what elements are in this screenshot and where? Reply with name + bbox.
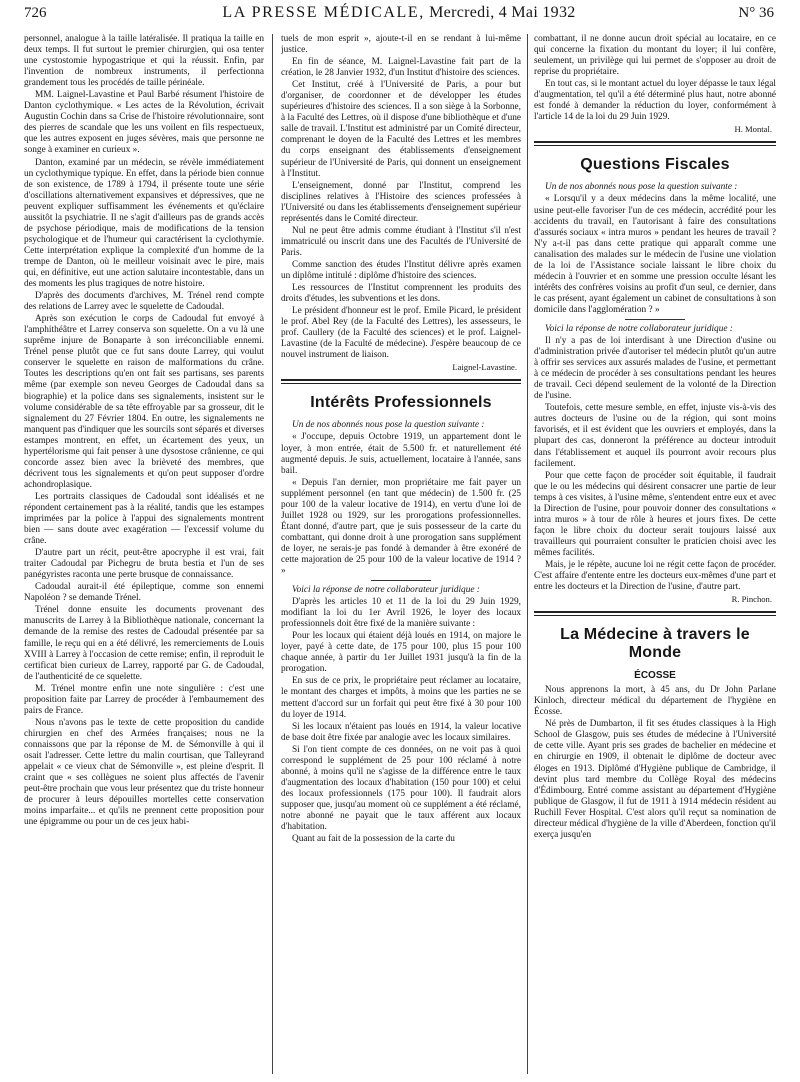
- paragraph: En fin de séance, M. Laignel-Lavastine fait part de la création, le 28 Janvier 1932, d'un Institut d'histoire des sciences.: [281, 57, 521, 79]
- paragraph: personnel, analogue à la taille latéralisée. Il pratiqua la taille en deux temps. Il fut surtout le premier chirurgien, qui osa tenter une cystostomie hypogastrique et qui la réussit. Enfin, par l'invention de nombreux instruments, il perfectionna grandement tous les procédés de taille périnéale.: [24, 34, 264, 89]
- journal-title-line: [24, 4, 774, 22]
- paragraph: D'autre part un récit, peut-être apocryphe il est vrai, fait traiter Cadoudal par Pichegru de bruta bestia et l'un de ses panégyristes raconta une perte brusque de connaissance.: [24, 548, 264, 581]
- paragraph: D'après les articles 10 et 11 de la loi du 29 Juin 1929, modifiant la loi du 1er Avril 1926, le loyer des locaux professionnels doit être fixé de la manière suivante :: [281, 597, 521, 630]
- section-rule: [534, 141, 776, 143]
- answer-intro: Voici la réponse de notre collaborateur juridique :: [292, 585, 480, 596]
- question-paragraph: « Depuis l'an dernier, mon propriétaire me fait payer un supplément personnel (en tant que médecin) de 1.500 fr. (25 pour 100 de la valeur locative de 1914), en vertu d'une loi de Juillet 1928 ou 1929, sur les prorogations professionnelles. Étant donné, d'autre part, que je suis possesseur de la carte du combattant, qui donne droit à une prorogation sans supplément de loyer, ne serais-je pas fondé à demander à être exonéré de cette majoration de 25 pour 100 de la valeur locative de 1914 ? »: [281, 477, 521, 577]
- paragraph: En sus de ce prix, le propriétaire peut réclamer au locataire, le montant des charges et impôts, à moins que les parties ne se mettent d'accord sur un forfait qui peut être fixé à 30 pour 100 du loyer de 1914.: [281, 676, 521, 720]
- column-rule-right: [527, 34, 528, 1074]
- paragraph: MM. Laignel-Lavastine et Paul Barbé résument l'histoire de Danton cyclothymique. « Les actes de la Révolution, écrivait Augustin Cochin dans sa Crise de l'histoire révolutionnaire, sont des pierres de scandale que les uns voilent en fils respectueux, que les autres exposent en juges sévères, mais que personne ne songe à examiner en curieux ».: [24, 90, 264, 156]
- section-rule: [534, 611, 776, 613]
- answer-intro: Voici la réponse de notre collaborateur juridique :: [545, 323, 733, 334]
- author-signature: Laignel-Lavastine.: [452, 362, 517, 373]
- paragraph: Nul ne peut être admis comme étudiant à l'Institut s'il n'est immatriculé ou inscrit dans une des Facultés de l'Université de Paris.: [281, 225, 521, 258]
- paragraph: L'enseignement, donné par l'Institut, comprend les disciplines relatives à l'Histoire des sciences professées à l'Université ou dans les établissements d'enseignement supérieur représentés dans le Comité directeur.: [281, 180, 521, 224]
- paragraph: Mais, je le répète, aucune loi ne régit cette façon de procéder. C'est affaire d'entente entre les docteurs eux-mêmes d'une part et entre les docteurs et la Direction de l'usine, d'autre part.: [534, 559, 776, 593]
- section-rule: [281, 379, 521, 381]
- paragraph: Trénel donne ensuite les documents provenant des manuscrits de Larrey à la Bibliothèque nationale, concernant la demande de la remise des restes de Cadoudal présentée par sa famille, le reçu qui en a été délivré, les remerciements de Louis XVIII à Larrey à l'occasion de cette remise; enfin, il reproduit le certificat bien curieux de Larrey, rapporté par G. de Cadoudal, de l'authenticité de ce squelette.: [24, 605, 264, 682]
- paragraph: Cadoudal aurait-il été épileptique, comme son ennemi Napoléon ? se demande Trénel.: [24, 582, 264, 604]
- paragraph: Cet Institut, créé à l'Université de Paris, a pour but d'organiser, de coordonner et de développer les études supérieures d'histoire des sciences. Il a son siège à la Sorbonne, à la Faculté des Lettres, où il dispose d'une bibliothèque et d'une salle de travail. L'Institut est administré par un Comité directeur, comprenant le doyen de la Faculté des Lettres et les membres du corps enseignant des établissements d'enseignement supérieur de l'Université de Paris, qui donnent un enseignement à l'Institut.: [281, 80, 521, 179]
- question-paragraph: « J'occupe, depuis Octobre 1919, un appartement dont le loyer, à mon entrée, était de 5.500 fr. et naturellement été augmenté depuis. Je suis, actuellement, locataire à l'année, sans bail.: [281, 432, 521, 476]
- column-3: [534, 34, 776, 1078]
- section-heading-medecine-monde: La Médecine à travers le Monde: [560, 626, 750, 662]
- issue-number: N° 36: [738, 5, 774, 21]
- paragraph: D'après des documents d'archives, M. Trénel rend compte des relations de Larrey avec le squelette de Cadoudal.: [24, 291, 264, 313]
- section-heading-interets-professionnels: Intérêts Professionnels: [310, 394, 492, 412]
- paragraph: combattant, il ne donne aucun droit spécial au locataire, en ce qui concerne la fixation du montant du loyer; il lui confère, seulement, un privilège qui lui permet de s'opposer au droit de reprise du propriétaire.: [534, 34, 776, 78]
- issue-date: Mercredi, 4 Mai 1932: [429, 4, 576, 21]
- page-header: [24, 2, 774, 26]
- question-intro: Un de nos abonnés nous pose la question suivante :: [545, 182, 738, 193]
- paragraph: Né près de Dumbarton, il fit ses études classiques à la High School de Glasgow, puis ses études de médecine à l'Université de cette ville. Ayant pris ses grades de bachelier en médecine et en chirurgie en 1909, il obtenait le diplôme de docteur avec éloges en 1913. Diplômé d'Hygiène publique de Cambridge, il devint plus tard membre du Collège Royal des médecins d'Édimbourg. Entré comme assistant au département d'Hygiène publique de Glasgow, il fut de 1911 à 1914 médecin résident au Ruchill Fever Hospital. C'est alors qu'il reçut sa nomination de directeur médical d'hygiène de la ville d'Aberdeen, fonction qu'il exerça jusqu'en: [534, 719, 776, 840]
- section-rule: [534, 615, 776, 616]
- paragraph: M. Trénel montre enfin une note singulière : c'est une proposition faite par Larrey de procéder à l'embaumement des pairs de France.: [24, 683, 264, 716]
- section-rule: [281, 383, 521, 384]
- paragraph: Pour que cette façon de procéder soit équitable, il faudrait que le ou les médecins qui désirent consacrer une partie de leur temps à ces visites, à l'usine même, s'entendent entre eux et avec la Direction de l'usine, pour pouvoir donner des consultations « intra muros » à tour de rôle à heures et jours fixes. De cette façon le libre choix du docteur serait toujours laissé aux travailleurs qui pourraient consulter le praticien choisi avec les mêmes facilités.: [534, 470, 776, 558]
- paragraph: Nous n'avons pas le texte de cette proposition du candide chirurgien en chef des Armées françaises; nous ne la connaissons que par la réponse de M. de Sémonville à qui il osait l'adresser. Cette lettre du malin courtisan, que Talleyrand appelait « ce vieux chat de Sémonville », est pleine d'esprit. Il craint que « ses collègues ne soient plus affectés de l'avenir peut-être prochain que vous leur présentez que du triste honneur de procurer à leurs dépouilles mortelles cette conservation moins imparfaite... et qu'ils ne prennent cette proposition pour une épigramme ou pour un de ces jeux habi-: [24, 717, 264, 828]
- paragraph: Les portraits classiques de Cadoudal sont idéalisés et ne répondent certainement pas à la réalité, tandis que les estampes imprimées par la police à l'appui des signalements montrent bien — sans doute avec exagération — l'excessif volume du crâne.: [24, 491, 264, 547]
- paragraph: Toutefois, cette mesure semble, en effet, injuste vis-à-vis des autres docteurs de l'usine ou de la région, qui sont moins favorisés, et il est évident que les ouvriers et employés, dans la plupart des cas, donneront la préférence au docteur introduit dans l'établissement et auquel ils pourront avoir recours plus facilement.: [534, 403, 776, 469]
- section-heading-questions-fiscales: Questions Fiscales: [580, 156, 730, 174]
- divider: [625, 319, 685, 320]
- paragraph: Si l'on tient compte de ces données, on ne voit pas à quoi correspond le supplément de 25 pour 100 réclamé à notre abonné, à moins qu'il ne s'agisse de la différence entre le taux d'augmentation des locaux d'habitation (150 pour 100) et celui des locaux professionnels (175 pour 100). Il faudrait alors supposer que, jusqu'au moment où ce supplément a été réclamé, notre abonné ne payait que le taux afférent aux locaux d'habitation.: [281, 744, 521, 833]
- column-rule-left: [272, 34, 273, 1074]
- paragraph: Pour les locaux qui étaient déjà loués en 1914, on majore le loyer, payé à cette date, de 175 pour 100, plus 15 pour 100 chaque année, à partir du 1er Juillet 1931 jusqu'à la fin de la prorogation.: [281, 631, 521, 675]
- paragraph: Les ressources de l'Institut comprennent les produits des droits d'études, les subventions et les dons.: [281, 283, 521, 305]
- author-signature: R. Pinchon.: [731, 594, 772, 605]
- subsection-heading-ecosse: ÉCOSSE: [634, 670, 676, 682]
- paragraph: Il n'y a pas de loi interdisant à une Direction d'usine ou d'administration privée d'autoriser tel médecin plutôt qu'un autre à offrir ses services aux assurés malades de l'usine, et permettant à ce médecin de procéder à ses consultations pendant les heures de travail. Ceci dépend seulement de la volonté de la Direction de l'usine.: [534, 336, 776, 402]
- paragraph: Nous apprenons la mort, à 45 ans, du Dr John Parlane Kinloch, directeur médical du département de l'hygiène en Écosse.: [534, 685, 776, 718]
- paragraph: Le président d'honneur est le prof. Emile Picard, le président le prof. Abel Rey (de la Faculté des Lettres), les assesseurs, le prof. Caullery (de la Faculté des sciences) et le prof. Laignel-Lavastine (de la Faculté de médecine). J'espère beaucoup de ce nouvel instrument de liaison.: [281, 306, 521, 361]
- paragraph: Danton, examiné par un médecin, se révèle immédiatement un cyclothymique typique. En effet, dans la période bien connue de son existence, de 1789 à 1794, il présente toute une série d'oscillations alternativement expansives et dépressives, que ne peuvent expliquer suffisamment les événements et qu'éclaire aussitôt la psychiatrie. Il ne s'agit d'ailleurs pas de grands accès de psychose périodique, mais de modifications de la tension psychologique et de l'humeur qui caractérisent la cyclothymie. Cette interprétation explique la complexité d'un homme de la trempe de Danton, où le meilleur voisinait avec le pire, mais qui, en définitive, eut une action salutaire incontestable, dans un des moments les plus tragiques de notre histoire.: [24, 157, 264, 290]
- question-intro: Un de nos abonnés nous pose la question suivante :: [292, 420, 485, 431]
- author-signature: H. Montal.: [734, 124, 772, 135]
- column-2: [281, 34, 521, 1078]
- paragraph: Comme sanction des études l'Institut délivre après examen un diplôme intitulé : diplôme d'histoire des sciences.: [281, 259, 521, 281]
- divider: [371, 580, 431, 581]
- paragraph: tuels de mon esprit », ajoute-t-il en se rendant à lui-même justice.: [281, 34, 521, 56]
- paragraph: Si les locaux n'étaient pas loués en 1914, la valeur locative de base doit être fixée par analogie avec les locaux similaires.: [281, 721, 521, 743]
- paragraph: Quant au fait de la possession de la carte du: [292, 834, 455, 845]
- page-number: 726: [24, 5, 47, 21]
- column-1: [24, 34, 264, 1078]
- paragraph: En tout cas, si le montant actuel du loyer dépasse le taux légal d'augmentation, tel qu'il a été déterminé plus haut, notre abonné est fondé à demander la réduction du loyer, conformément à l'article 14 de la loi du 29 Juin 1929.: [534, 79, 776, 123]
- question-paragraph: « Lorsqu'il y a deux médecins dans la même localité, une usine peut-elle favoriser l'un de ces médecin, accrédité pour les accidents du travail, en l'autorisant à faire des consultations d'assurés sociaux « intra muros » pendant les heures de travail ? N'y a-t-il pas dans cette pratique qui apparaît comme une canalisation des malades sur le médecin de l'usine une violation de la loi de l'Assistance sociale laissant le libre choix du médecin à l'ouvrier et en somme une pression occulte lésant les intérêts des confrères voisins au profit d'un seul, ce dernier, dans le cas présent, ayant également un cabinet de consultations à son domicile dans l'agglomération ? »: [534, 194, 776, 315]
- paragraph: Après son exécution le corps de Cadoudal fut envoyé à l'amphithéâtre et Larrey conserva son squelette. On a vu là une suprême injure de Bonaparte à son irréconciliable ennemi. Trénel pense plutôt que ce fut sans doute Larrey, qui voulut conserver le squelette en raison de malformations du crâne. Toutes les descriptions qu'en ont fait ses partisans, ses parents même (par exemple son neveu Georges de Cadoudal dans sa biographie) et la police dans ses signalements, insistent sur le volume considérable de sa tête effroyable par sa grosseur, dit le signalement du 27 Février 1804. En outre, les signalements ne manquent pas d'indiquer que les sourcils sont séparés et diverses estampes montrent, en effet, un écartement des yeux, un hypertélorisme qui fait penser à une dysostose crânienne, ce qui concorde assez bien avec la brièveté des membres, que décrivent tous les signalements et qu'on peut supposer d'ordre achondroplasique.: [24, 314, 264, 490]
- section-rule: [534, 145, 776, 146]
- journal-name: LA PRESSE MÉDICALE,: [222, 4, 425, 21]
